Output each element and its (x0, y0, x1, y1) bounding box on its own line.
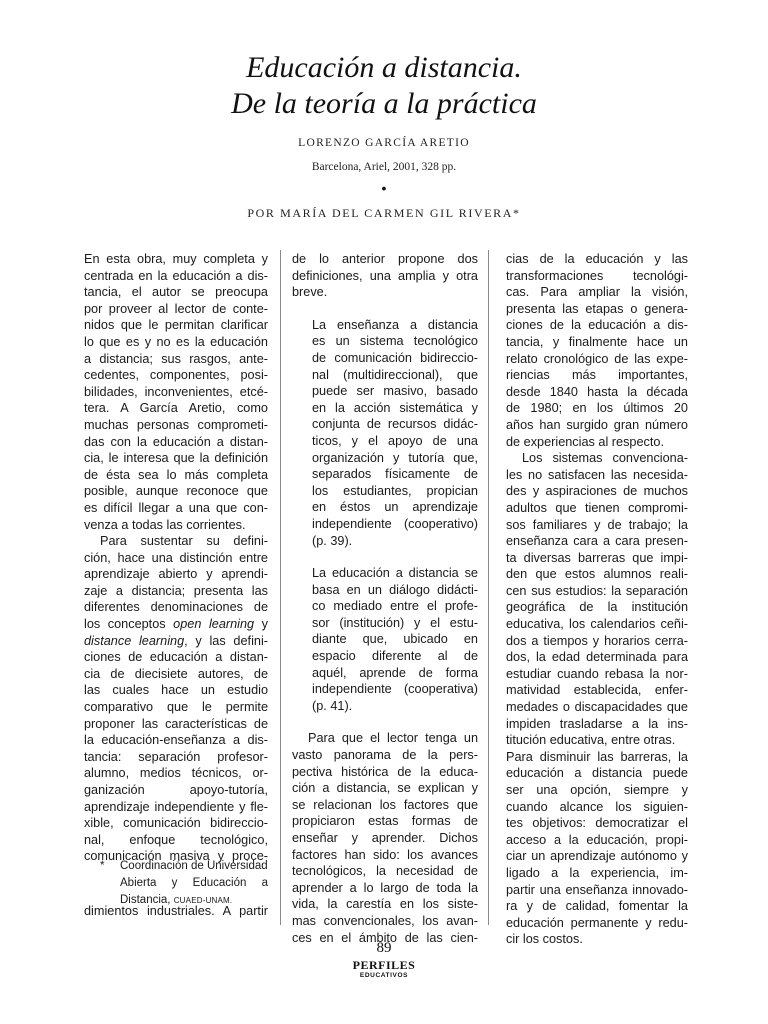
text-line: factores han sido: los avances (292, 847, 478, 862)
text-line: diferentes denominaciones de (84, 600, 268, 615)
text-line: aprender a lo largo de toda la (292, 880, 478, 895)
article-title (0, 50, 768, 122)
text-line: posible, aunque reconoce que (84, 484, 268, 499)
paragraph-gap (292, 549, 478, 565)
text-line: ganización apoyo-tutoría, (84, 783, 268, 797)
text-line: des y aspiraciones de muchos (506, 484, 688, 499)
text-line: ticos, y el apoyo de una (312, 433, 478, 448)
text-line: titución educativa, entre otras. (506, 733, 676, 748)
text-line: se relacionan los factores que (292, 797, 478, 812)
text-line: desde 1840 hasta la década (506, 384, 688, 399)
text-line: mas convencionales, los avan- (292, 913, 478, 928)
text-line: dos a tiempos y horarios cerra- (506, 633, 688, 648)
text-line: La educación a distancia se (312, 566, 478, 581)
text-line: adultos que tienen compromi- (506, 500, 688, 515)
text-line: educativa, los calendarios ceñi- (506, 617, 688, 632)
text-line: comunicación masiva y proce- (84, 849, 268, 864)
text-line: ciar un aprendizaje autónomo y (506, 849, 688, 864)
text-line: tancia: separación profesor- (84, 749, 268, 764)
text-line: ción a distancia, se explican y (292, 781, 478, 796)
text-line: definiciones, una amplia y otra (292, 268, 478, 283)
text-line: lo que es y no es la educación (84, 334, 268, 349)
text-line: venza a todas las corrientes. (84, 517, 246, 532)
text-line: enseñar y aprender. Dichos (292, 831, 478, 845)
italic-term: open learning (173, 617, 255, 632)
text-line: (p. 39). (312, 533, 353, 548)
text-line: tes objetivos: democratizar el (506, 816, 688, 831)
text-line: das con la educación a distan- (84, 434, 268, 449)
text-line: es difícil llegar a una que con- (84, 500, 268, 515)
text-line: les no satisfacen las necesida- (506, 467, 688, 482)
text-line: aquél, aprende de forma (312, 665, 478, 680)
text-line: impiden trasladarse a la ins- (506, 716, 688, 731)
text-line: ta diversas barreras que impi- (506, 550, 688, 565)
text-line: ciones de educación a distan- (84, 650, 268, 665)
text-line: ces en el ámbito de las cien- (292, 930, 478, 945)
text-line: ción, hace una distinción entre (84, 550, 268, 565)
text-line: sor (institución) y el estu- (312, 615, 478, 630)
text-line: bilidades, inconvenientes, etcé- (84, 384, 268, 399)
text-line: en la acción sistemática y (312, 400, 478, 415)
text-column-2 (292, 251, 478, 946)
text-line: cias de la educación y las (506, 252, 688, 266)
title-line-1: Educación a distancia. (246, 51, 522, 84)
text-line: cia, le interesa que la definición (84, 451, 268, 466)
text-line: pectiva histórica de la educa- (292, 764, 478, 779)
text-line: la educación-enseñanza a dis- (84, 733, 268, 748)
text-line: conjunta de recursos didác- (312, 417, 478, 432)
publication-info: Barcelona, Ariel, 2001, 328 pp. (311, 161, 457, 173)
text-line: de lo anterior propone dos (292, 252, 478, 266)
text-line: Para sustentar su defini- (100, 534, 268, 549)
text-line: separados físicamente de (312, 467, 478, 482)
text-line: propiciaron estas formas de (292, 814, 478, 829)
text-line: años han surgido gran número (506, 417, 688, 432)
text-line: zaje a distancia; presenta las (84, 583, 268, 598)
text-line: partir una enseñanza innovado- (506, 882, 688, 897)
text-line: sos familiares y de trabajo; la (506, 517, 688, 532)
text-line: cas. Para ampliar la visión, (506, 285, 688, 300)
text-line: ligado a la experiencia, im- (506, 865, 688, 880)
text-line: vasto panorama de la pers- (292, 748, 478, 763)
text-line: de comunicación bidireccio- (312, 350, 478, 365)
footnote-line: Abierta y Educación a (120, 877, 268, 889)
text-line: aprendizaje abierto y aprendi- (84, 567, 268, 582)
paragraph-gap (292, 301, 478, 317)
text-line: aprendizaje independiente y fle- (84, 799, 268, 814)
text-line: transformaciones tecnológi- (506, 268, 688, 283)
text-line: cuando alcance los siguien- (506, 799, 688, 814)
text-line: co mediado entre el profe- (312, 599, 478, 614)
book-author: LORENZO GARCÍA ARETIO (298, 137, 470, 149)
text-line: de 1980; en los últimos 20 (506, 401, 688, 416)
text-column-3 (506, 251, 688, 948)
title-line-2: De la teoría a la práctica (231, 87, 537, 120)
text-line: breve. (292, 285, 328, 300)
text-line: a distancia; sus rasgos, ante- (84, 351, 268, 366)
text-column-1 (84, 251, 268, 865)
text-line: centrada en la educación a dis- (84, 268, 268, 283)
reviewer-byline: POR MARÍA DEL CARMEN GIL RIVERA* (247, 206, 521, 220)
text-line: por proveer al lector de conte- (84, 301, 268, 316)
text-line: cia de diecisiete autores, de (84, 666, 268, 681)
text-line: basa en un diálogo didácti- (312, 582, 478, 597)
text-line: proponer las características de (84, 716, 268, 731)
footnote-marker: * (100, 860, 105, 872)
footnote (84, 858, 268, 909)
text-line: distance learning, y las defini- (84, 633, 268, 648)
text-line: enseñanza cara a cara presen- (506, 534, 688, 549)
text-line: comparativo que le permite (84, 700, 268, 715)
text-line: ser una opción, siempre y (506, 783, 688, 797)
text-line: cedentes, componentes, posi- (84, 368, 268, 383)
text-line: dos, la edad determinada para (506, 650, 688, 665)
text-line: los estudiantes, propician (312, 483, 478, 498)
text-line: organización y tutoría que, (312, 450, 478, 465)
footnote-text: Distancia, (120, 894, 171, 906)
text-line: alumno, medios técnicos, or- (84, 766, 268, 781)
text-line: geográfica de la institución (506, 600, 688, 615)
page-number: 89 (376, 940, 392, 956)
text-line: espacio diferente al de (312, 649, 478, 664)
text-line: educación a distancia puede (506, 766, 688, 781)
text-line: ciones de la educación a dis- (506, 318, 688, 333)
text-line: ra y de calidad, fomentar la (506, 899, 688, 914)
text-line: puede ser masivo, basado (312, 384, 478, 399)
text-line: cir los costos. (506, 932, 583, 947)
text-line: las cuales hace un estudio (84, 683, 268, 698)
text-line: los conceptos open learning y (84, 617, 268, 632)
text-line: acceso a la educación, propi- (506, 832, 688, 847)
text-line: presenta las etapas o genera- (506, 301, 688, 316)
text-line: es un sistema tecnológico (312, 334, 478, 349)
text-line: Para que el lector tenga un (308, 731, 478, 746)
text-line: estudiar cuando rebasa la nor- (506, 666, 688, 681)
journal-logo-name: PERFILES (352, 958, 416, 972)
text-line: independiente (cooperativo) (312, 516, 478, 531)
column-divider-1 (280, 250, 281, 925)
text-line: de ésta sea lo más completa (84, 467, 268, 482)
text-line: tancia, y finalmente hace un (506, 334, 688, 349)
text-line: tecnológicos, la necesidad de (292, 864, 478, 879)
text-line: riencias más importantes, (506, 368, 688, 383)
text-line: Para disminuir las barreras, la (506, 749, 688, 764)
text-line: de experiencias al respecto. (506, 434, 664, 449)
text-line: cen sus estudios: la separación (506, 583, 688, 598)
text-line: tera. A García Aretio, como (84, 401, 268, 416)
italic-term: distance learning (84, 633, 185, 648)
text-line: vida, la carestía en los siste- (292, 897, 478, 912)
journal-logo-subtitle: EDUCATIVOS (359, 972, 409, 979)
text-line: La enseñanza a distancia (312, 317, 478, 332)
text-line: nidos que le permitan clarificar (84, 318, 268, 333)
text-line: tancia, el autor se preocupa (84, 285, 268, 300)
text-line: medades o discapacidades que (506, 700, 688, 715)
text-line: (p. 41). (312, 698, 353, 713)
paragraph-gap (292, 714, 478, 730)
text-line: independiente (cooperativa) (312, 682, 478, 697)
footnote-line: Coordinación de Universidad (120, 860, 268, 872)
text-line: nal (multidireccional), que (312, 367, 478, 382)
footnote-abbreviation: CUAED-UNAM. (173, 896, 233, 905)
text-line: diante que, ubicado en (312, 632, 478, 647)
text-line: en éstos un aprendizaje (312, 500, 478, 515)
text-line: matividad establecida, enfer- (506, 683, 688, 698)
text-line: nal, enfoque tecnológico, (84, 832, 268, 847)
text-line: muchas personas comprometi- (84, 417, 268, 432)
text-line: educación permanente y redu- (506, 915, 688, 930)
column-divider-2 (488, 250, 489, 925)
separator-bullet: • (381, 180, 387, 196)
text-line: xible, comunicación bidireccio- (84, 816, 268, 831)
text-line: Los sistemas convenciona- (522, 451, 688, 466)
text-line: relato cronológico de las expe- (506, 351, 688, 366)
text-line: den que estos alumnos reali- (506, 567, 688, 582)
text-line: En esta obra, muy completa y (84, 252, 268, 266)
column-1-continuation: dimientos industriales. A partir (84, 904, 268, 918)
